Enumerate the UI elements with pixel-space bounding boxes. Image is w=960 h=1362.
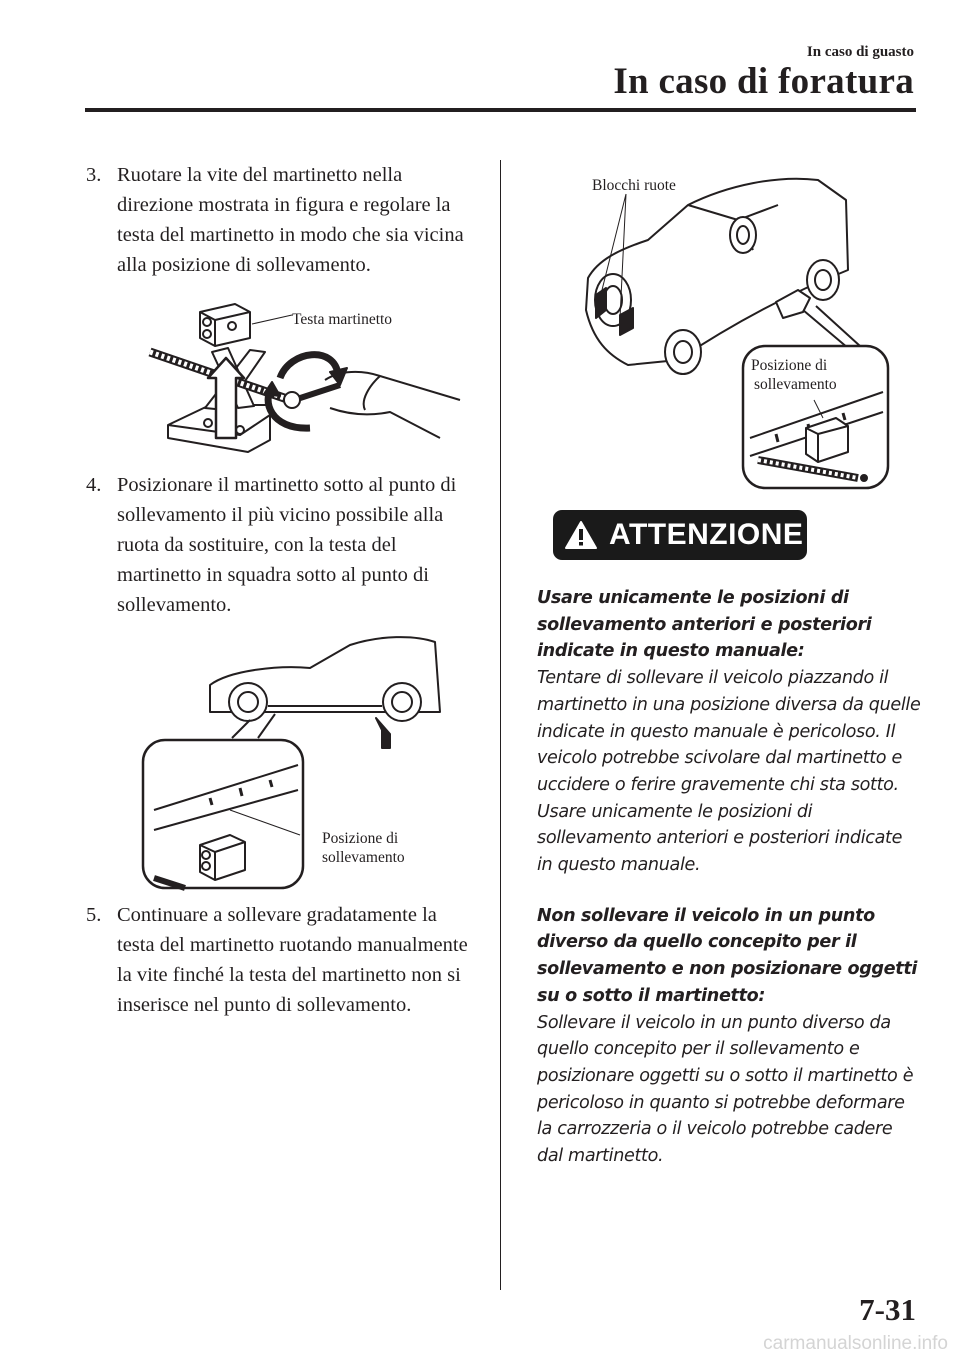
section-title: In caso di guasto <box>806 44 914 60</box>
step-text: Continuare a sollevare gradatamente la testa del martinetto ruotando manualmente la vite finché la testa del martinetto non si inserisce nel punto di sollevamento. <box>117 904 468 1016</box>
step-number: 3. <box>86 164 102 186</box>
warning-badge <box>553 510 807 560</box>
column-divider <box>500 160 501 1290</box>
header-rule <box>85 108 916 112</box>
step-text: Ruotare la vite del martinetto nella direzione mostrata in figura e regolare la testa del martinetto in modo che sia vicina alla posizione di sollevamento. <box>117 164 464 276</box>
step-number: 4. <box>86 474 102 496</box>
page-title: In caso di foratura <box>613 61 914 102</box>
step-5 <box>86 900 472 1020</box>
warning-triangle-icon <box>564 520 598 550</box>
step-number: 5. <box>86 904 102 926</box>
footer-watermark: carmanualsonline.info <box>763 1333 948 1354</box>
car-lift-point-figure <box>140 630 470 892</box>
lift-point-label-2: Posizione di sollevamento <box>751 357 837 393</box>
page-number: 7-31 <box>859 1292 916 1327</box>
warning-badge-label: ATTENZIONE <box>609 518 804 551</box>
warning-body-2: Sollevare il veicolo in un punto diverso da quello concepito per il sollevamento e posizionare oggetti su o sotto il martinetto è pericoloso in quanto si potrebbe deformare la carrozzeria o il veicolo potrebbe cadere dal martinetto. <box>537 1012 914 1167</box>
warning-text <box>537 585 922 1170</box>
warning-body-1: Tentare di sollevare il veicolo piazzando il martinetto in una posizione diversa da quelle indicate in questo manuale è pericoloso. Il veicolo potrebbe scivolare dal martinetto e uccidere o ferire gravemente chi sta sotto. Usare unicamente le posizioni di sollevamento anteriori e posteriori indicate in questo manuale. <box>537 668 921 876</box>
wheel-chocks-figure <box>578 160 898 492</box>
lift-point-label: Posizione di sollevamento <box>322 830 405 866</box>
step-4 <box>86 470 472 620</box>
step-text: Posizionare il martinetto sotto al punto di sollevamento il più vicino possibile alla ruota da sostituire, con la testa del martinetto in squadra sotto al punto di sollevamento. <box>117 474 457 616</box>
wheel-chocks-label: Blocchi ruote <box>592 177 676 194</box>
step-3 <box>86 160 472 280</box>
warning-heading-1: Usare unicamente le posizioni di sollevamento anteriori e posteriori indicate in questo manuale: <box>537 588 872 662</box>
warning-heading-2: Non sollevare il veicolo in un punto diverso da quello concepito per il sollevamento e non posizionare oggetti su o sotto il martinetto: <box>537 905 918 1006</box>
jack-head-label: Testa martinetto <box>292 311 393 328</box>
